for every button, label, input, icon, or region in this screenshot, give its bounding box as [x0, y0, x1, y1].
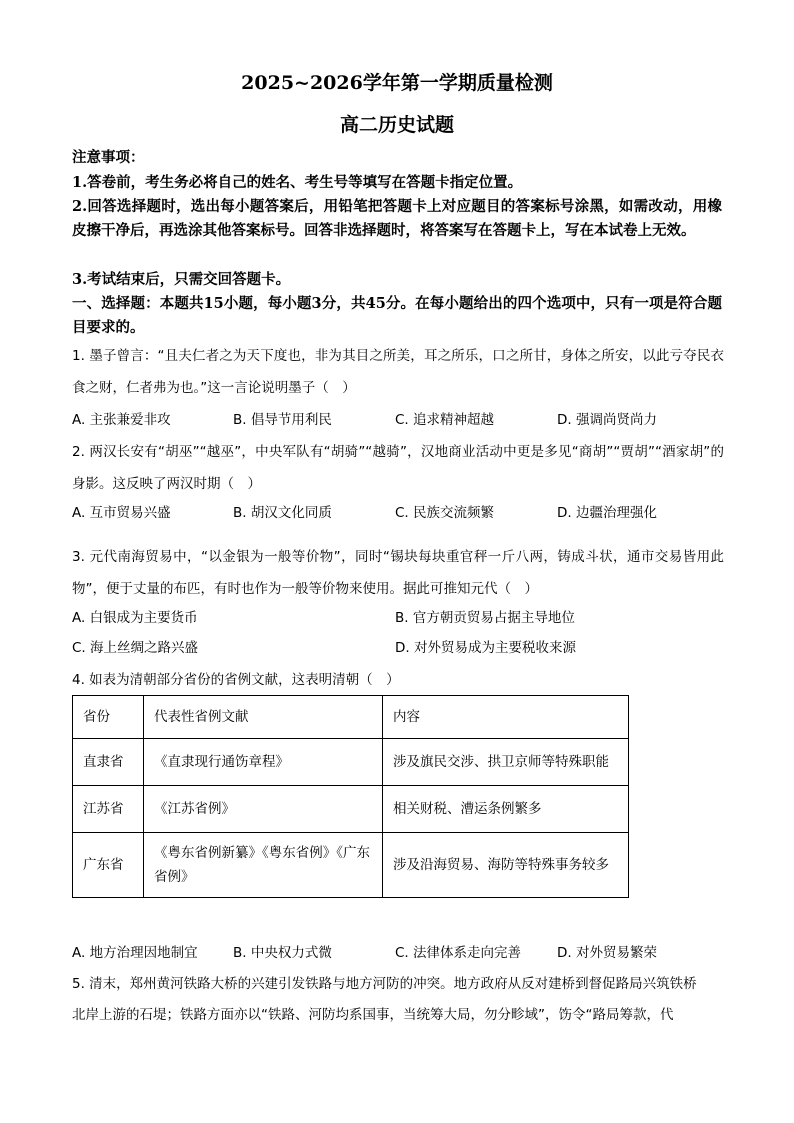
question-4-option-d[interactable]: D. 对外贸易繁荣 [557, 945, 657, 961]
question-4-option-c[interactable]: C. 法律体系走向完善 [395, 945, 522, 961]
question-2-option-b[interactable]: B. 胡汉文化同质 [233, 505, 332, 521]
notice-heading: 注意事项： [72, 149, 145, 166]
exam-title: 2025~2026学年第一学期质量检测 [241, 72, 553, 94]
section-heading: 一、选择题：本题共15小题，每小题3分，共45分。在每小题给出的四个选项中，只有一项是符合题目要求的。 [72, 295, 722, 336]
exam-subtitle: 高二历史试题 [339, 114, 454, 136]
question-3-option-c[interactable]: C. 海上丝绸之路兴盛 [72, 640, 199, 656]
question-4-option-b[interactable]: B. 中央权力式微 [233, 945, 332, 961]
question-1-option-d[interactable]: D. 强调尚贤尚力 [557, 412, 657, 428]
question-1-stem: 1. 墨子曾言：“且夫仁者之为天下度也，非为其目之所美，耳之所乐，口之所甘，身体之所安，以此亏夺民衣食之财，仁者弗为也。”这一言论说明墨子（ ） [72, 348, 724, 396]
table-cell: 广东省 [73, 833, 144, 898]
question-2-option-a[interactable]: A. 互市贸易兴盛 [72, 505, 171, 521]
table-cell: 涉及旗民交涉、拱卫京师等特殊职能 [383, 739, 629, 786]
question-3-option-b[interactable]: B. 官方朝贡贸易占据主导地位 [395, 610, 575, 626]
table-cell: 《粤东省例新纂》《粤东省例》《广东省例》 [144, 833, 383, 898]
notice-item-3: 3.考试结束后，只需交回答题卡。 [72, 271, 291, 288]
question-2-option-c[interactable]: C. 民族交流频繁 [395, 505, 495, 521]
question-2-stem: 2. 两汉长安有“胡巫”“越巫”，中央军队有“胡骑”“越骑”，汉地商业活动中更是多见“商胡”“贾胡”“酒家胡”的身影。这反映了两汉时期（ ） [72, 444, 724, 492]
table-cell: 涉及沿海贸易、海防等特殊事务较多 [383, 833, 629, 898]
table-cell: 《江苏省例》 [144, 786, 383, 833]
table-header-cell: 省份 [73, 696, 144, 739]
question-1-option-b[interactable]: B. 倡导节用利民 [233, 412, 332, 428]
question-4-option-a[interactable]: A. 地方治理因地制宜 [72, 945, 198, 961]
table-row [73, 739, 629, 786]
table-cell: 直隶省 [73, 739, 144, 786]
question-3-stem: 3. 元代南海贸易中，“以金银为一般等价物”，同时“锡块每块重官秤一斤八两，铸成斗状，通市交易皆用此物”，便于丈量的布匹，有时也作为一般等价物来使用。据此可推知元代（ ） [72, 549, 724, 597]
table-header-cell: 代表性省例文献 [144, 696, 383, 739]
table-header-cell: 内容 [383, 696, 629, 739]
table-header-row [73, 696, 629, 739]
notice-item-1: 1.答卷前，考生务必将自己的姓名、考生号等填写在答题卡指定位置。 [72, 174, 523, 191]
question-4-stem: 4. 如表为清朝部分省份的省例文献，这表明清朝（ ） [72, 672, 400, 688]
table-cell: 江苏省 [73, 786, 144, 833]
question-3-option-d[interactable]: D. 对外贸易成为主要税收来源 [395, 640, 576, 656]
table-cell: 《直隶现行通饬章程》 [144, 739, 383, 786]
table-cell: 相关财税、漕运条例繁多 [383, 786, 629, 833]
notice-item-2: 2.回答选择题时，选出每小题答案后，用铅笔把答题卡上对应题目的答案标号涂黑，如需改动，用橡皮擦干净后，再选涂其他答案标号。回答非选择题时，将答案写在答题卡上，写在本试卷上无效。 [72, 198, 722, 239]
table-row [73, 786, 629, 833]
question-3-option-a[interactable]: A. 白银成为主要货币 [72, 610, 198, 626]
province-regulations-table [72, 695, 629, 898]
table-row [73, 833, 629, 898]
question-1-option-a[interactable]: A. 主张兼爱非攻 [72, 412, 171, 428]
question-5-stem-line-1: 5. 清末，郑州黄河铁路大桥的兴建引发铁路与地方河防的冲突。地方政府从反对建桥到督促路局兴筑铁桥 [72, 976, 697, 992]
question-5-stem-line-2: 北岸上游的石堤；铁路方面亦以“铁路、河防均系国事，当统筹大局，勿分畛域”，饬令“路局筹款，代 [72, 1007, 674, 1023]
question-2-option-d[interactable]: D. 边疆治理强化 [557, 505, 657, 521]
question-1-option-c[interactable]: C. 追求精神超越 [395, 412, 495, 428]
